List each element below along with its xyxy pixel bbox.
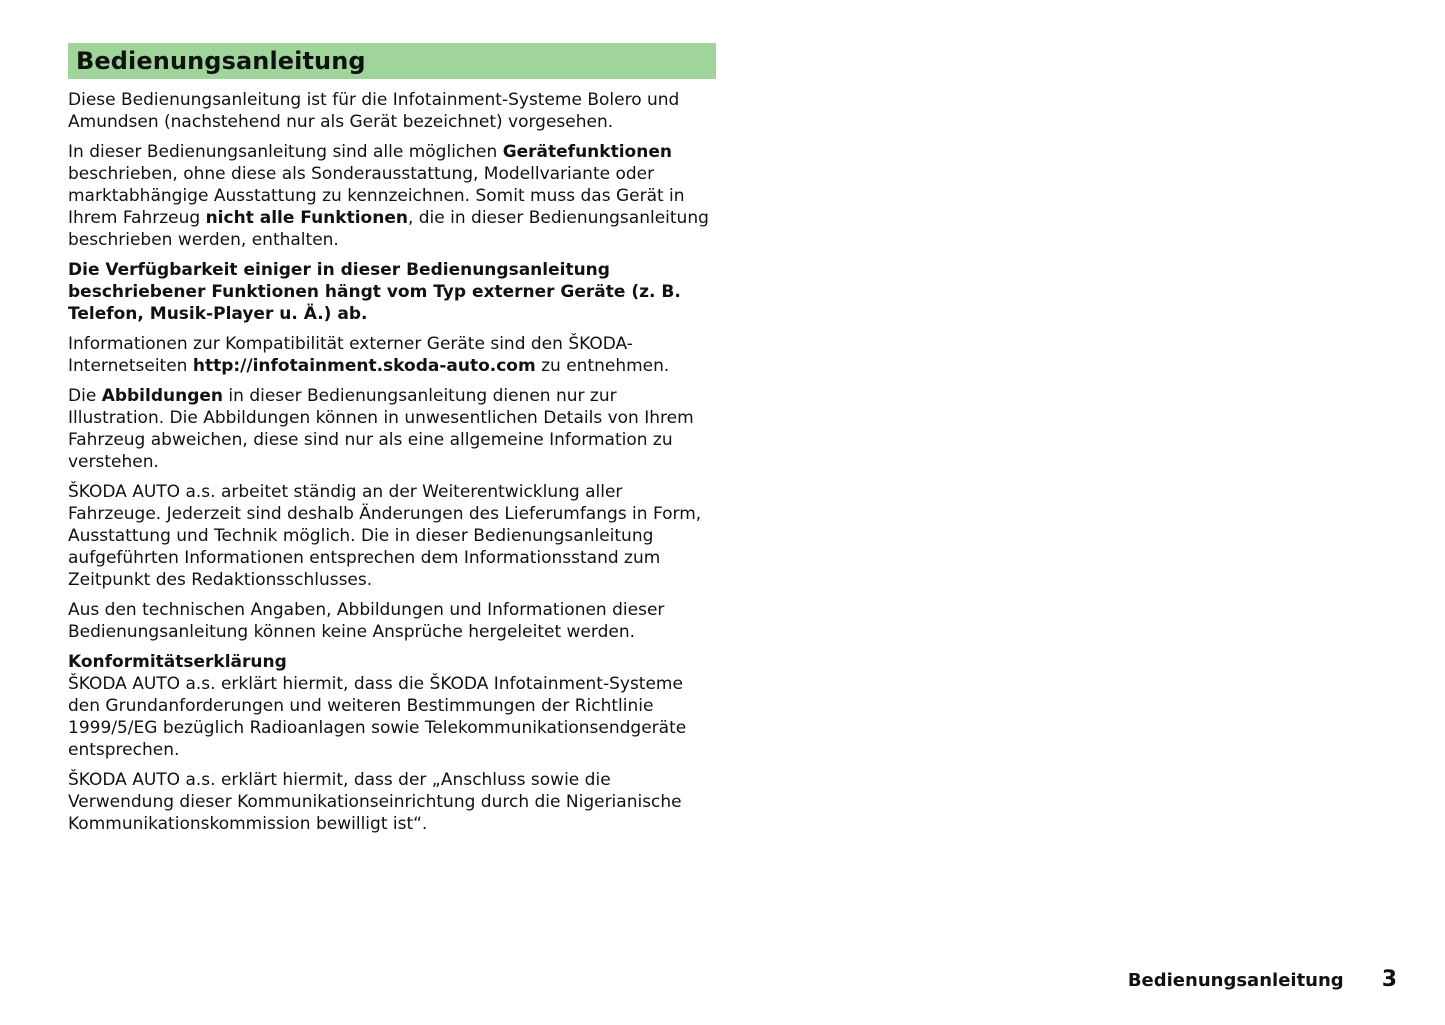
- text-run: Die: [68, 386, 102, 406]
- paragraph-compatibility: [68, 333, 716, 377]
- text-run: zu entnehmen.: [535, 356, 670, 376]
- text-run: beschrieben, ohne diese als Sonderausstattung, Modellvariante oder marktabhängige Ausstattung zu kennzeichnen. Somit muss das Gerät in Ihrem Fahrzeug: [68, 164, 685, 228]
- bold-term-device-functions: Gerätefunktionen: [502, 142, 672, 162]
- text-run: In dieser Bedienungsanleitung sind alle möglichen: [68, 142, 503, 162]
- bold-term-illustrations: Abbildungen: [101, 386, 224, 406]
- paragraph-development: ŠKODA AUTO a.s. arbeitet ständig an der Weiterentwicklung aller Fahrzeuge. Jederzeit sind deshalb Änderungen des Lieferumfangs in Form, Ausstattung und Technik möglich. Die in dieser Bedienungsanleitung aufgeführten Informationen entsprechen dem Informationsstand zum Zeitpunkt des Redaktionsschlusses.: [68, 482, 702, 590]
- bold-term-not-all-functions: nicht alle Funktionen: [205, 208, 408, 228]
- paragraph-device-functions: [68, 141, 716, 251]
- section-header: [68, 43, 716, 79]
- section-title: Bedienungsanleitung: [76, 47, 366, 75]
- content-column: [68, 43, 716, 843]
- text-run: in dieser Bedienungsanleitung dienen nur zur Illustration. Die Abbildungen können in unwesentlichen Details von Ihrem Fahrzeug abweichen, diese sind nur als eine allgemeine Information zu verstehen.: [68, 386, 694, 472]
- page-number: 3: [1381, 967, 1397, 992]
- paragraph-conformity-nigeria: ŠKODA AUTO a.s. erklärt hiermit, dass der „Anschluss sowie die Verwendung dieser Kommunikationseinrichtung durch die Nigerianische Kommunikationskommission bewilligt ist“.: [68, 770, 682, 834]
- text-run: , die in dieser Bedienungsanleitung beschrieben werden, enthalten.: [68, 208, 709, 250]
- paragraph-intro: Diese Bedienungsanleitung ist für die Infotainment-Systeme Bolero und Amundsen (nachstehend nur als Gerät bezeichnet) vorgesehen.: [68, 90, 680, 132]
- footer-label: Bedienungsanleitung: [1127, 970, 1344, 991]
- paragraph-illustrations: [68, 385, 716, 473]
- conformity-title: Konformitätserklärung: [68, 652, 287, 672]
- paragraph-availability-notice: Die Verfügbarkeit einiger in dieser Bedienungsanleitung beschriebener Funktionen hängt vom Typ externer Geräte (z. B. Telefon, Musik-Player u. Ä.) ab.: [68, 260, 681, 324]
- website-link[interactable]: http://infotainment.skoda-auto.com: [192, 356, 536, 376]
- page-footer: [1128, 967, 1397, 992]
- paragraph-no-claims: Aus den technischen Angaben, Abbildungen und Informationen dieser Bedienungsanleitung können keine Ansprüche hergeleitet werden.: [68, 600, 665, 642]
- paragraph-conformity-eu: ŠKODA AUTO a.s. erklärt hiermit, dass die ŠKODA Infotainment-Systeme den Grundanforderungen und weiteren Bestimmungen der Richtlinie 1999/5/EG bezüglich Radioanlagen sowie Telekommunikationsendgeräte entsprechen.: [68, 674, 687, 760]
- text-run: Informationen zur Kompatibilität externer Geräte sind den ŠKODA-Internetseiten: [68, 334, 633, 376]
